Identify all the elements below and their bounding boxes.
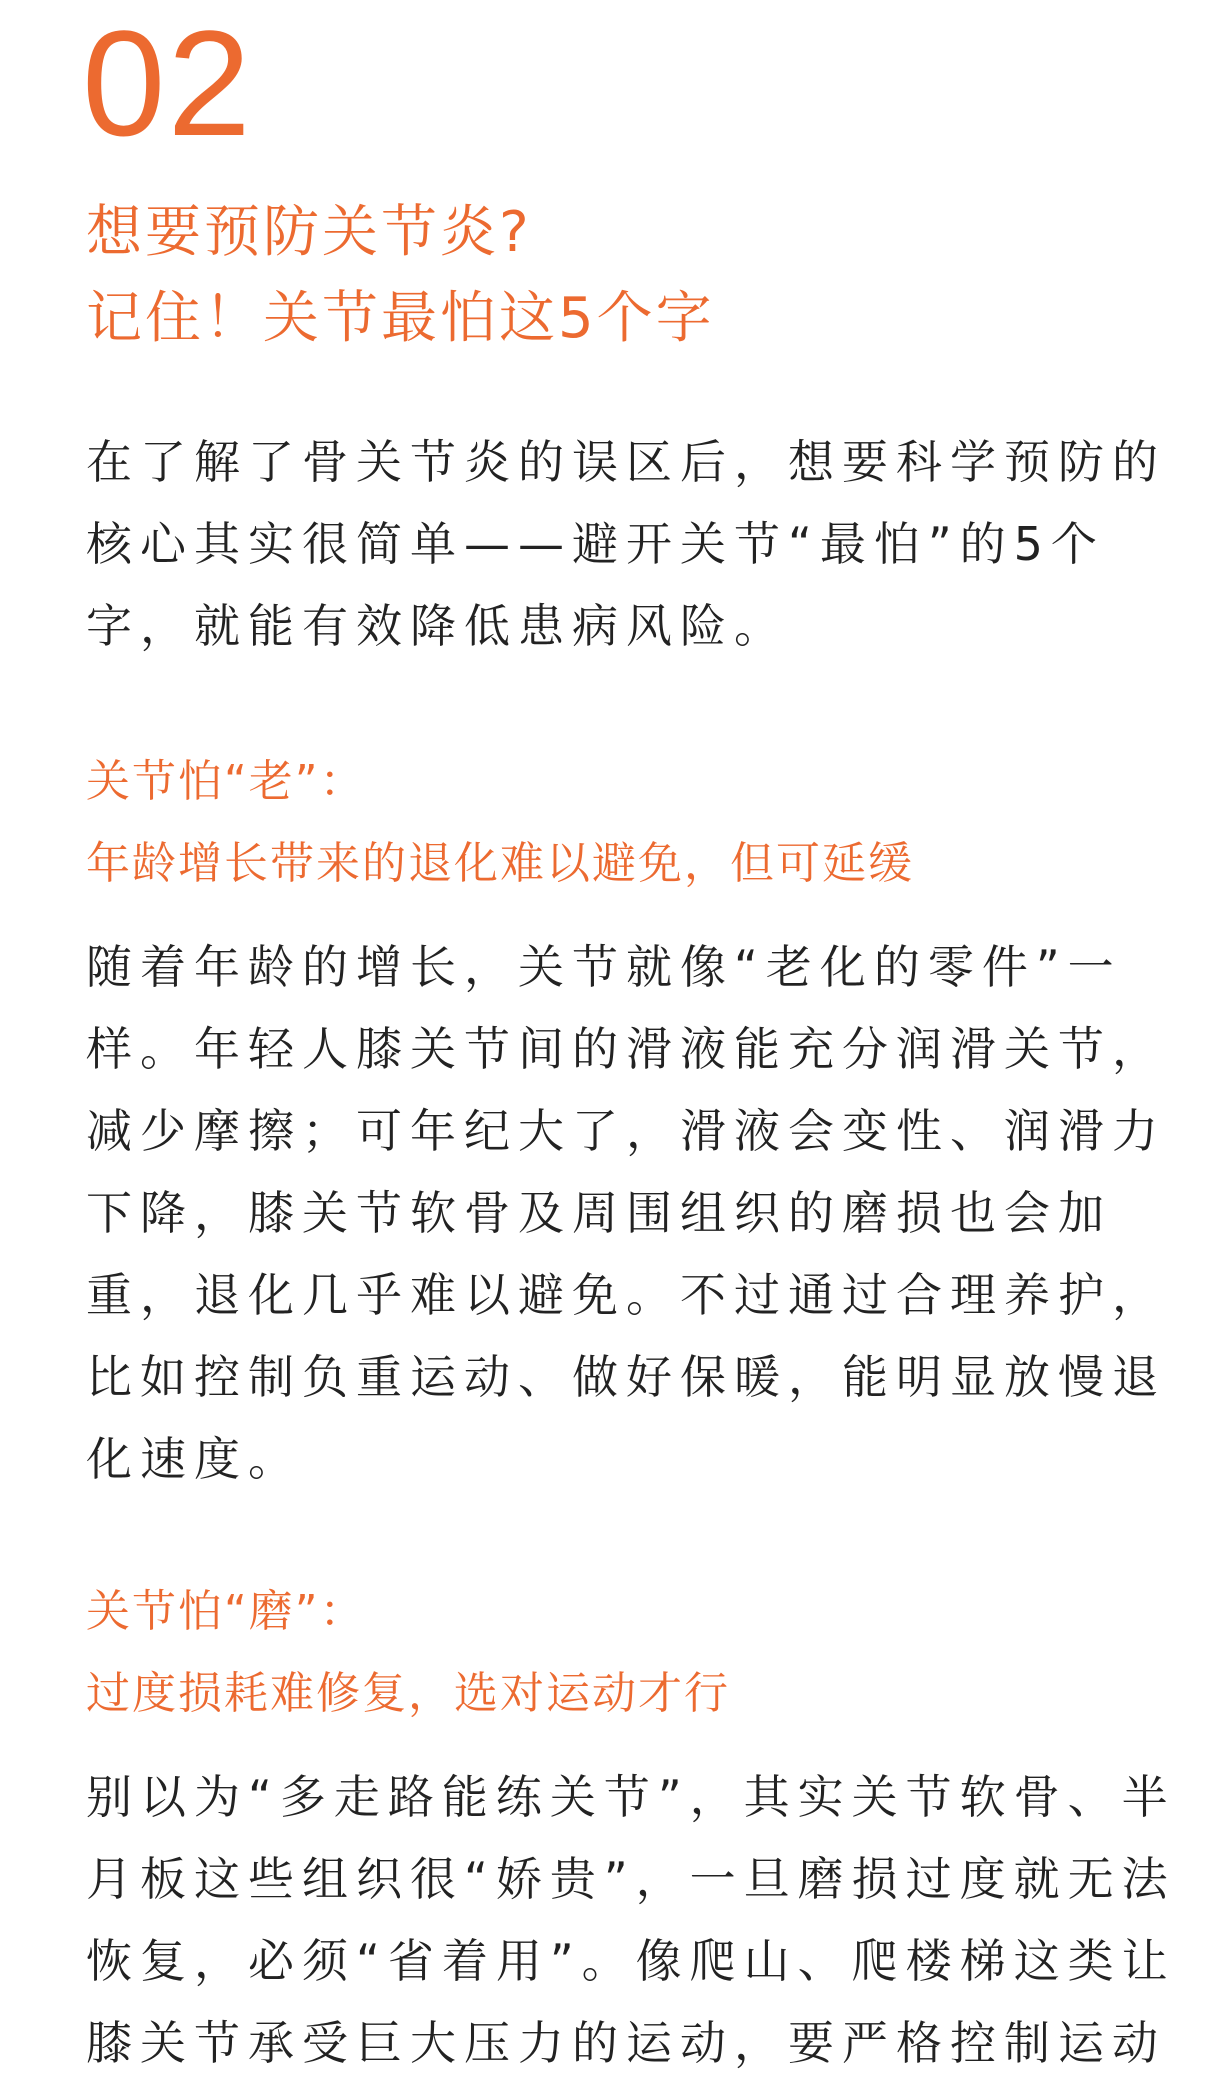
- section-heading-line-1: 关节怕“老”：: [86, 756, 366, 807]
- paragraph-line: 减少摩擦；可年纪大了，滑液会变性、润滑力: [86, 1104, 1166, 1158]
- section-heading-old: [86, 741, 914, 905]
- section-paragraph-wear: [86, 1756, 1176, 2084]
- paragraph-line: 化速度。: [86, 1432, 302, 1486]
- paragraph-line: 核心其实很简单——避开关节“最怕”的5个: [86, 517, 1105, 571]
- paragraph-line: 别以为“多走路能练关节”，其实关节软骨、半: [86, 1770, 1176, 1824]
- paragraph-line: 随着年龄的增长，关节就像“老化的零件”一: [86, 940, 1122, 994]
- paragraph-line: 重，退化几乎难以避免。不过通过合理养护，: [86, 1268, 1166, 1322]
- section-number: 02: [82, 0, 253, 167]
- paragraph-line: 膝关节承受巨大压力的运动，要严格控制运动: [86, 2016, 1166, 2070]
- paragraph-line: 月板这些组织很“娇贵”，一旦磨损过度就无法: [86, 1852, 1176, 1906]
- title-line-1: 想要预防关节炎?: [86, 200, 532, 265]
- article-title: [86, 190, 715, 362]
- section-heading-line-2: 年龄增长带来的退化难以避免，但可延缓: [86, 838, 914, 889]
- intro-paragraph: [86, 421, 1166, 667]
- paragraph-line: 恢复，必须“省着用”。像爬山、爬楼梯这类让: [86, 1934, 1176, 1988]
- paragraph-line: 字，就能有效降低患病风险。: [86, 599, 788, 653]
- section-paragraph-old: [86, 926, 1166, 1500]
- paragraph-line: 样。年轻人膝关节间的滑液能充分润滑关节，: [86, 1022, 1166, 1076]
- section-heading-line-2: 过度损耗难修复，选对运动才行: [86, 1668, 730, 1719]
- section-heading-line-1: 关节怕“磨”：: [86, 1586, 366, 1637]
- section-heading-wear: [86, 1571, 730, 1735]
- paragraph-line: 在了解了骨关节炎的误区后，想要科学预防的: [86, 435, 1166, 489]
- paragraph-line: 下降，膝关节软骨及周围组织的磨损也会加: [86, 1186, 1112, 1240]
- title-line-2: 记住！关节最怕这5个字: [86, 286, 715, 351]
- paragraph-line: 比如控制负重运动、做好保暖，能明显放慢退: [86, 1350, 1166, 1404]
